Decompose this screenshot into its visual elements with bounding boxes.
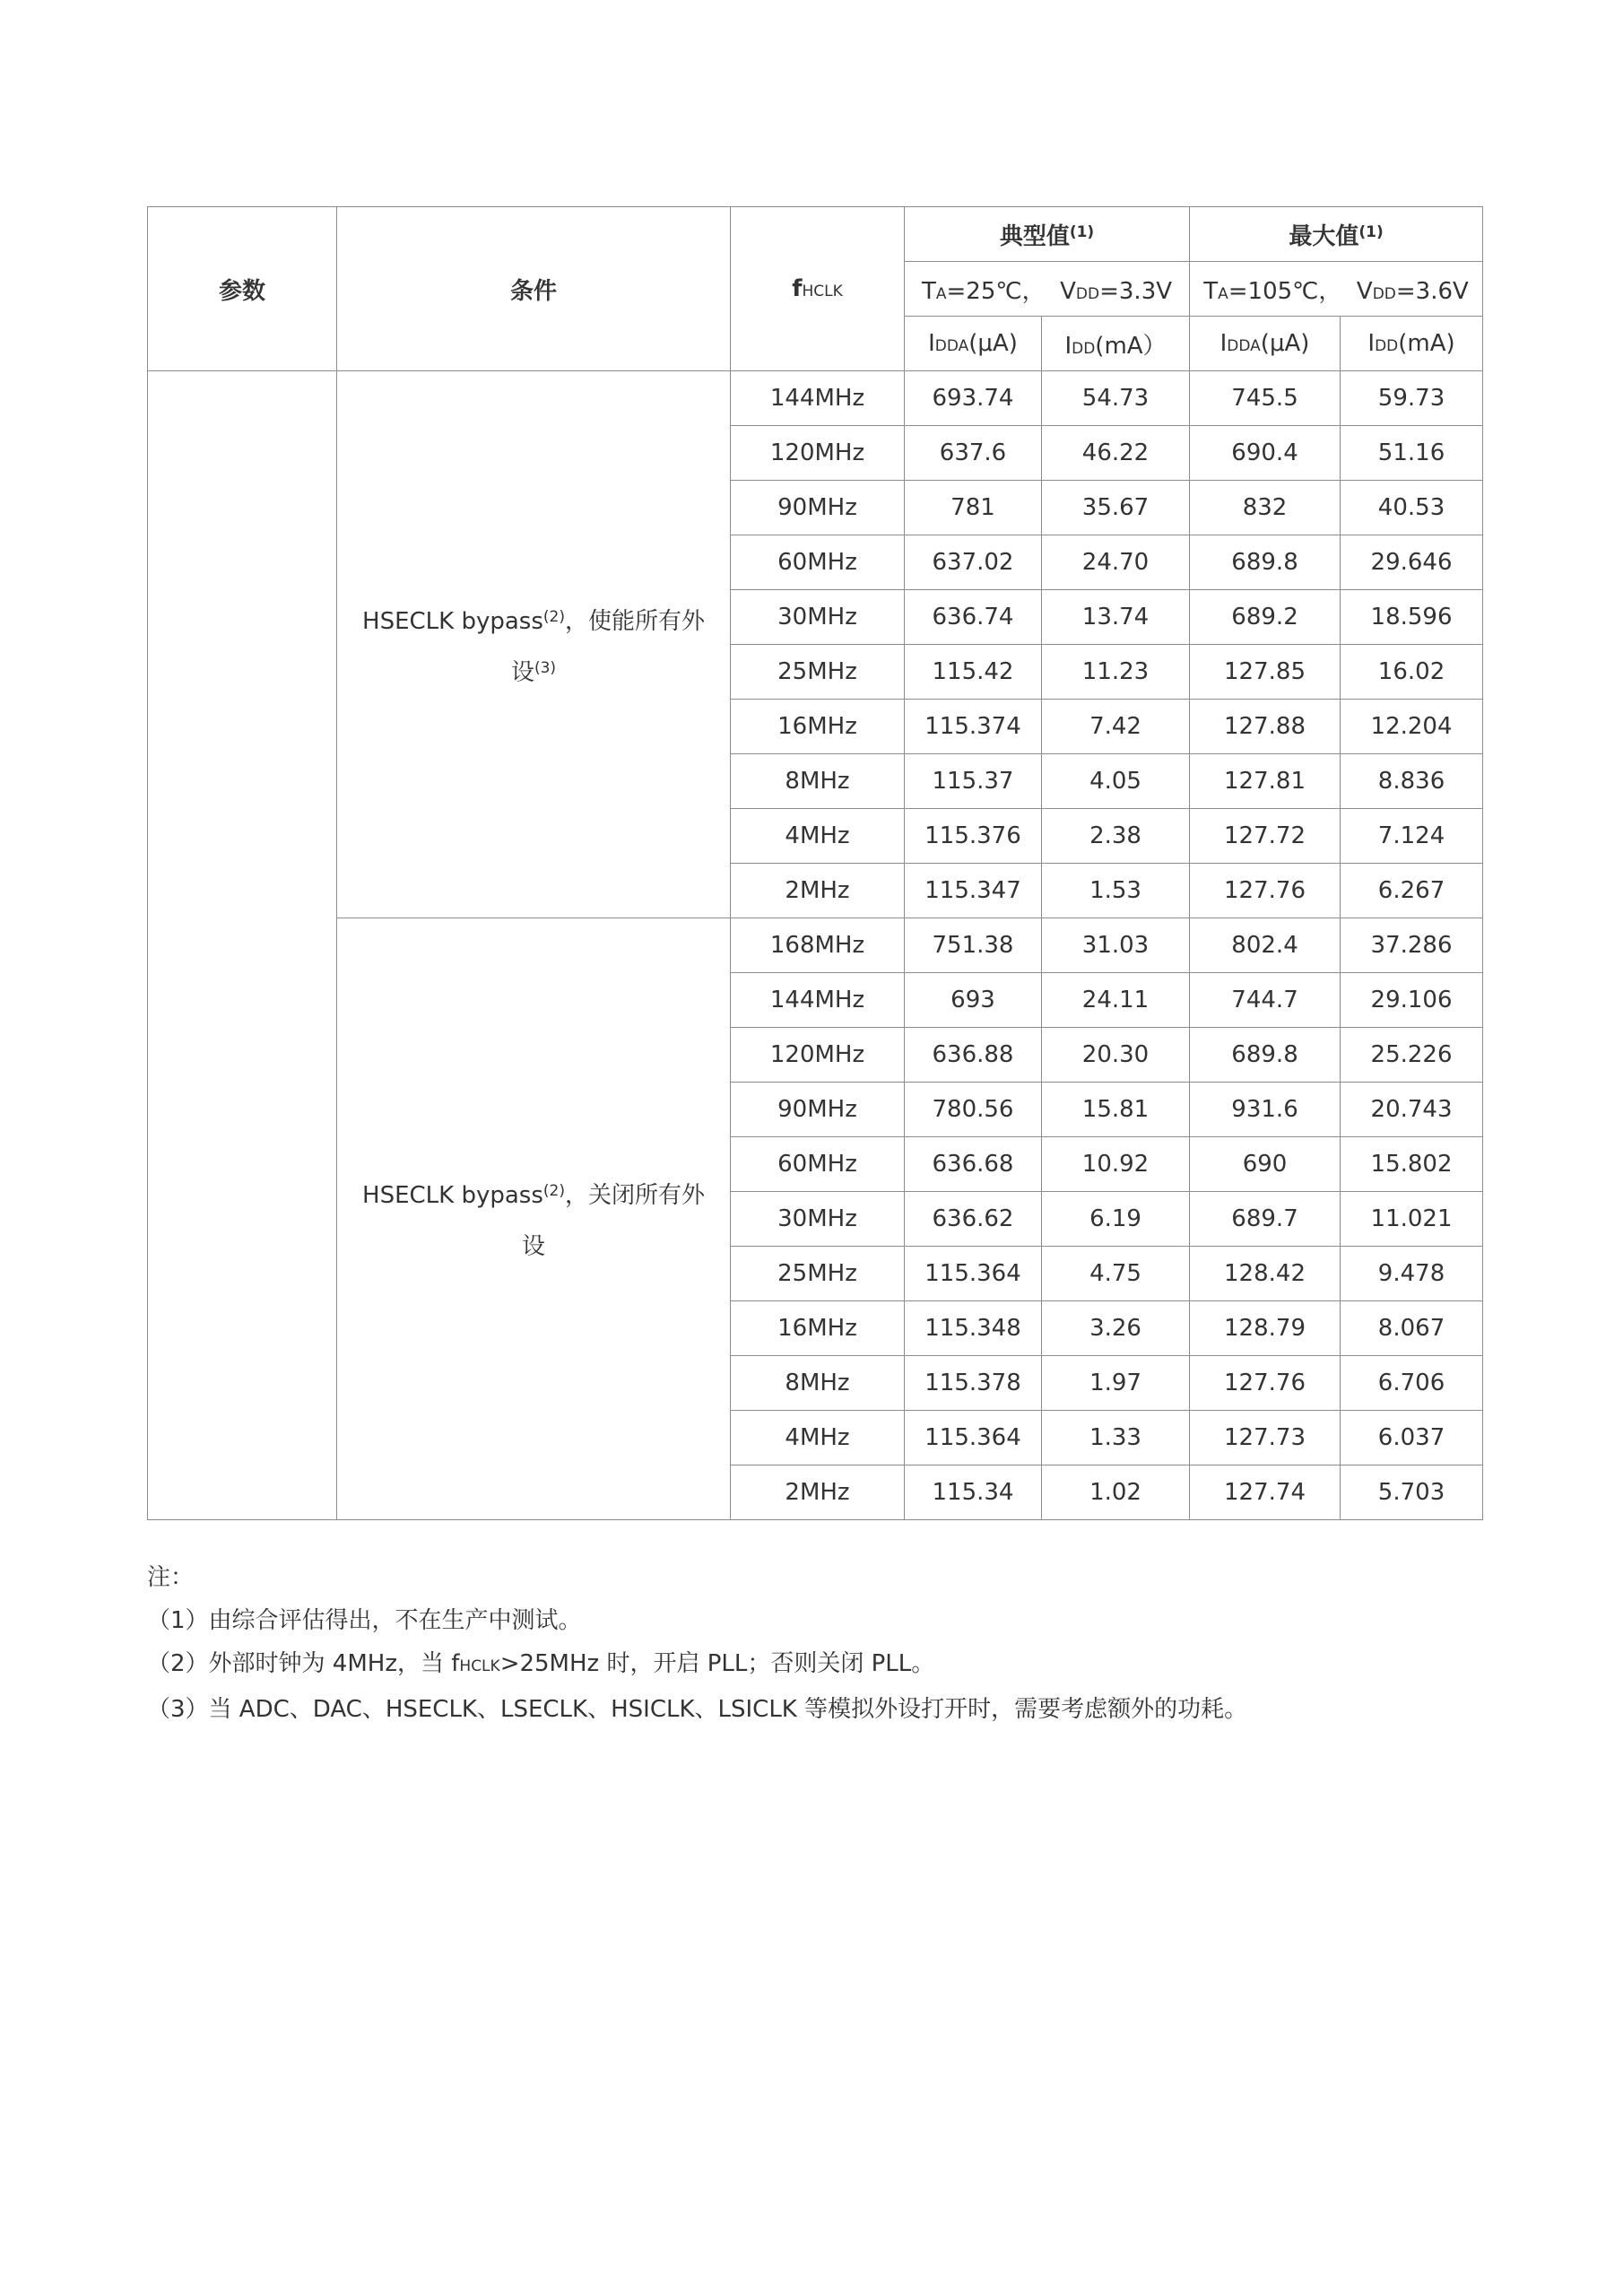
cell-freq: 60MHz	[731, 1137, 905, 1192]
param-cell	[148, 371, 337, 1520]
cell-idda-typ: 115.37	[905, 754, 1042, 809]
condition-cell	[337, 371, 731, 918]
cell-idd-typ: 35.67	[1042, 481, 1190, 535]
cell-idda-max: 689.7	[1190, 1192, 1341, 1247]
max-t: T	[1203, 277, 1219, 305]
condition-tail: ，关闭所有外设	[521, 1182, 705, 1260]
cell-idd-max: 37.286	[1341, 918, 1483, 973]
idd-max-unit: (mA)	[1398, 330, 1455, 357]
idda-max-i: I	[1219, 330, 1228, 357]
maximum-note: (1)	[1358, 222, 1384, 241]
header-row-1	[148, 207, 1483, 262]
cell-idd-max: 51.16	[1341, 426, 1483, 481]
cell-idda-typ: 781	[905, 481, 1042, 535]
cell-idd-typ: 24.11	[1042, 973, 1190, 1028]
cell-idd-max: 18.596	[1341, 590, 1483, 645]
freq-subscript: HCLK	[802, 283, 843, 300]
note-2	[147, 1642, 1492, 1688]
cell-freq: 144MHz	[731, 371, 905, 426]
cell-idda-max: 931.6	[1190, 1083, 1341, 1137]
maximum-label: 最大值	[1289, 222, 1359, 250]
cell-idd-max: 59.73	[1341, 371, 1483, 426]
cell-idd-typ: 31.03	[1042, 918, 1190, 973]
idda-max-unit: (μA)	[1260, 330, 1310, 357]
cell-freq: 120MHz	[731, 1028, 905, 1083]
col-idda-max	[1190, 317, 1341, 371]
cell-idd-max: 8.067	[1341, 1301, 1483, 1356]
cell-idda-max: 127.72	[1190, 809, 1341, 864]
condition-header: 条件	[337, 207, 731, 371]
typical-label: 典型值	[999, 222, 1070, 250]
cell-idda-max: 127.88	[1190, 700, 1341, 754]
cell-idd-max: 6.037	[1341, 1411, 1483, 1465]
cell-freq: 8MHz	[731, 1356, 905, 1411]
cell-idd-max: 15.802	[1341, 1137, 1483, 1192]
note-2-pre: （2）外部时钟为 4MHz，当 f	[147, 1650, 460, 1677]
max-v-val: =3.6V	[1395, 277, 1469, 305]
cell-idd-typ: 3.26	[1042, 1301, 1190, 1356]
cell-idda-typ: 115.376	[905, 809, 1042, 864]
cell-idd-max: 5.703	[1341, 1465, 1483, 1520]
cell-idda-typ: 636.68	[905, 1137, 1042, 1192]
cell-idd-typ: 13.74	[1042, 590, 1190, 645]
notes-heading: 注：	[147, 1564, 195, 1591]
cell-idd-typ: 7.42	[1042, 700, 1190, 754]
max-t-sub: A	[1218, 284, 1228, 303]
typ-t-val: =25℃，	[946, 277, 1046, 305]
condition-note: (2)	[542, 1182, 565, 1200]
cell-idd-max: 6.706	[1341, 1356, 1483, 1411]
cell-idd-max: 6.267	[1341, 864, 1483, 918]
cell-idda-max: 690.4	[1190, 426, 1341, 481]
idda-typ-i: I	[928, 330, 935, 357]
cell-idda-typ: 115.364	[905, 1411, 1042, 1465]
cell-idd-typ: 46.22	[1042, 426, 1190, 481]
cell-idda-max: 744.7	[1190, 973, 1341, 1028]
cell-idd-typ: 1.02	[1042, 1465, 1190, 1520]
cell-idd-typ: 2.38	[1042, 809, 1190, 864]
cell-freq: 120MHz	[731, 426, 905, 481]
maximum-header	[1190, 207, 1483, 262]
note-3: （3）当 ADC、DAC、HSECLK、LSECLK、HSICLK、LSICLK 等模拟外设打开时，需要考虑额外的功耗。	[147, 1696, 1248, 1723]
cell-idd-max: 11.021	[1341, 1192, 1483, 1247]
cell-idd-typ: 4.75	[1042, 1247, 1190, 1301]
cell-freq: 25MHz	[731, 1247, 905, 1301]
idd-typ-sub: DD	[1072, 339, 1096, 358]
cell-freq: 144MHz	[731, 973, 905, 1028]
cell-idd-max: 40.53	[1341, 481, 1483, 535]
cell-idda-max: 690	[1190, 1137, 1341, 1192]
cell-idd-max: 29.106	[1341, 973, 1483, 1028]
cell-idd-typ: 20.30	[1042, 1028, 1190, 1083]
note-1: （1）由综合评估得出，不在生产中测试。	[147, 1607, 582, 1634]
cell-idda-max: 689.8	[1190, 535, 1341, 590]
cell-idda-typ: 115.378	[905, 1356, 1042, 1411]
cell-idda-typ: 637.6	[905, 426, 1042, 481]
cell-freq: 2MHz	[731, 864, 905, 918]
idda-typ-sub: DDA	[934, 337, 969, 355]
cell-freq: 4MHz	[731, 809, 905, 864]
typical-note: (1)	[1069, 222, 1095, 241]
condition-text: HSECLK bypass	[362, 607, 543, 635]
cell-idda-max: 745.5	[1190, 371, 1341, 426]
cell-idd-max: 25.226	[1341, 1028, 1483, 1083]
cell-idd-max: 29.646	[1341, 535, 1483, 590]
cell-freq: 8MHz	[731, 754, 905, 809]
cell-idda-typ: 751.38	[905, 918, 1042, 973]
cell-freq: 25MHz	[731, 645, 905, 700]
cell-idda-typ: 693	[905, 973, 1042, 1028]
cell-freq: 60MHz	[731, 535, 905, 590]
cell-idda-typ: 780.56	[905, 1083, 1042, 1137]
cell-idda-max: 128.79	[1190, 1301, 1341, 1356]
typ-t: T	[921, 277, 936, 305]
cell-idda-max: 127.85	[1190, 645, 1341, 700]
current-consumption-table	[147, 206, 1483, 1520]
note-2-post: >25MHz 时，开启 PLL；否则关闭 PLL。	[499, 1650, 935, 1677]
max-t-val: =105℃，	[1228, 277, 1342, 305]
table-row	[148, 918, 1483, 973]
cell-idda-max: 127.81	[1190, 754, 1341, 809]
note-2-sub: HCLK	[459, 1657, 500, 1675]
cell-idda-typ: 636.88	[905, 1028, 1042, 1083]
idd-typ-unit: (mA）	[1095, 332, 1167, 360]
idd-typ-i: I	[1064, 332, 1072, 360]
cell-idda-typ: 115.374	[905, 700, 1042, 754]
cell-freq: 30MHz	[731, 590, 905, 645]
idd-max-i: I	[1367, 330, 1376, 357]
cell-idda-typ: 115.42	[905, 645, 1042, 700]
cell-idda-typ: 636.74	[905, 590, 1042, 645]
condition-cell	[337, 918, 731, 1520]
cell-idda-typ: 115.34	[905, 1465, 1042, 1520]
cell-idd-typ: 54.73	[1042, 371, 1190, 426]
cell-idda-max: 832	[1190, 481, 1341, 535]
param-header: 参数	[148, 207, 337, 371]
cell-idd-typ: 11.23	[1042, 645, 1190, 700]
cell-idda-max: 127.76	[1190, 1356, 1341, 1411]
cell-idd-typ: 6.19	[1042, 1192, 1190, 1247]
cell-freq: 16MHz	[731, 700, 905, 754]
cell-idd-typ: 1.33	[1042, 1411, 1190, 1465]
cell-idda-max: 802.4	[1190, 918, 1341, 973]
freq-symbol: f	[792, 275, 803, 302]
typ-v-sub: DD	[1075, 284, 1100, 303]
cell-idd-typ: 15.81	[1042, 1083, 1190, 1137]
cell-freq: 16MHz	[731, 1301, 905, 1356]
cell-idd-typ: 1.97	[1042, 1356, 1190, 1411]
typ-t-sub: A	[935, 284, 947, 303]
cell-freq: 2MHz	[731, 1465, 905, 1520]
idda-max-sub: DDA	[1227, 337, 1261, 355]
cell-freq: 168MHz	[731, 918, 905, 973]
cell-idda-max: 689.2	[1190, 590, 1341, 645]
typ-v-val: =3.3V	[1099, 277, 1173, 305]
cell-idd-typ: 24.70	[1042, 535, 1190, 590]
cell-idd-max: 8.836	[1341, 754, 1483, 809]
cell-idda-typ: 636.62	[905, 1192, 1042, 1247]
cell-idda-typ: 693.74	[905, 371, 1042, 426]
col-idda-typ	[905, 317, 1042, 371]
cell-idd-typ: 10.92	[1042, 1137, 1190, 1192]
cell-freq: 90MHz	[731, 1083, 905, 1137]
table-body	[148, 207, 1483, 1520]
col-idd-max	[1341, 317, 1483, 371]
condition-tail: ，使能所有外设	[510, 607, 705, 686]
typical-header	[905, 207, 1190, 262]
table-row	[148, 371, 1483, 426]
cell-freq: 30MHz	[731, 1192, 905, 1247]
cell-freq: 4MHz	[731, 1411, 905, 1465]
typical-condition	[905, 262, 1190, 317]
cell-idda-max: 128.42	[1190, 1247, 1341, 1301]
cell-idd-max: 12.204	[1341, 700, 1483, 754]
footnotes	[147, 1556, 1492, 1731]
condition-text: HSECLK bypass	[362, 1182, 543, 1209]
cell-idd-max: 20.743	[1341, 1083, 1483, 1137]
cell-idda-typ: 115.364	[905, 1247, 1042, 1301]
cell-idd-max: 9.478	[1341, 1247, 1483, 1301]
typ-v: V	[1060, 277, 1076, 305]
idda-typ-unit: (μA)	[968, 330, 1018, 357]
maximum-condition	[1190, 262, 1483, 317]
condition-note: (2)	[542, 607, 565, 626]
max-v: V	[1356, 277, 1373, 305]
cell-idd-max: 16.02	[1341, 645, 1483, 700]
cell-idda-max: 127.76	[1190, 864, 1341, 918]
cell-idda-typ: 637.02	[905, 535, 1042, 590]
cell-idd-typ: 4.05	[1042, 754, 1190, 809]
condition-tail-note: (3)	[534, 658, 557, 677]
cell-idda-max: 127.74	[1190, 1465, 1341, 1520]
col-idd-typ	[1042, 317, 1190, 371]
cell-idd-max: 7.124	[1341, 809, 1483, 864]
cell-freq: 90MHz	[731, 481, 905, 535]
cell-idda-max: 689.8	[1190, 1028, 1341, 1083]
idd-max-sub: DD	[1375, 337, 1399, 355]
cell-idd-typ: 1.53	[1042, 864, 1190, 918]
cell-idda-typ: 115.347	[905, 864, 1042, 918]
max-v-sub: DD	[1372, 284, 1396, 303]
freq-header	[731, 207, 905, 371]
cell-idda-typ: 115.348	[905, 1301, 1042, 1356]
cell-idda-max: 127.73	[1190, 1411, 1341, 1465]
